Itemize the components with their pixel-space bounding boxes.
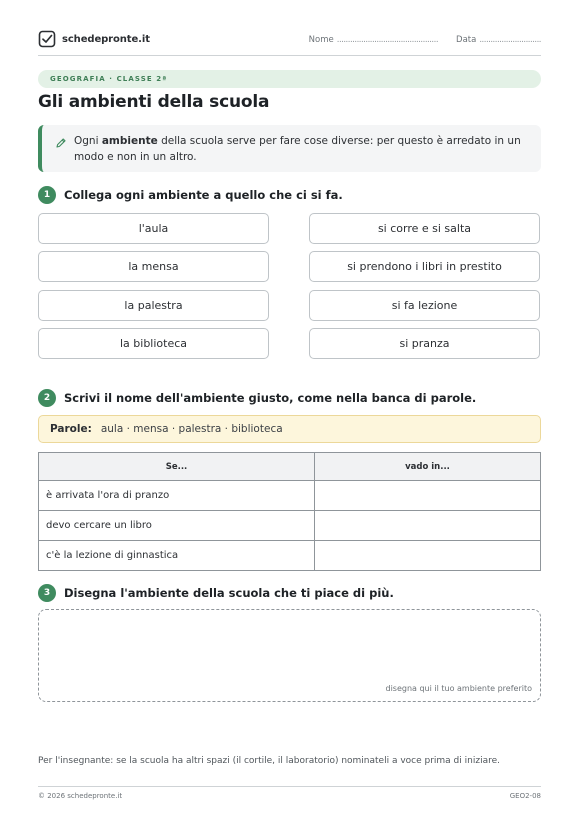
worksheet-code: GEO2-08: [509, 792, 541, 800]
question-2-header: [38, 389, 476, 407]
table-header-row: [39, 453, 541, 481]
name-field[interactable]: [309, 35, 438, 45]
question-1-number: 1: [38, 186, 56, 204]
condition-cell: c'è la lezione di ginnastica: [39, 541, 315, 571]
answer-table: [38, 452, 541, 571]
student-fields: [309, 35, 541, 45]
subject-tag-label: GEOGRAFIA · CLASSE 2ª: [50, 75, 168, 83]
word-bank-words: aula · mensa · palestra · biblioteca: [100, 423, 283, 435]
question-3-header: [38, 584, 394, 602]
question-3-text: Disegna l'ambiente della scuola che ti piace di più.: [64, 586, 394, 600]
name-dots: ..............................................: [336, 35, 439, 45]
match-right-item[interactable]: si fa lezione: [309, 290, 540, 321]
match-right-item[interactable]: si pranza: [309, 328, 540, 359]
table-row: [39, 511, 541, 541]
date-field[interactable]: [456, 35, 541, 45]
word-bank: [38, 415, 541, 443]
condition-cell: devo cercare un libro: [39, 511, 315, 541]
table-row: [39, 481, 541, 511]
date-label: Data: [456, 35, 477, 45]
question-2-number: 2: [38, 389, 56, 407]
pencil-icon: [55, 137, 67, 149]
note-after: della scuola serve per fare cose diverse: per questo è arredato in un modo e non in un altro.: [74, 135, 521, 163]
subject-tag: [38, 70, 541, 88]
answer-cell[interactable]: [315, 511, 541, 541]
match-left-item[interactable]: l'aula: [38, 213, 269, 244]
question-2-text: Scrivi il nome dell'ambiente giusto, come nella banca di parole.: [64, 391, 477, 405]
column-header-condition: Se...: [39, 453, 315, 481]
check-box-icon: [38, 30, 56, 48]
question-1-header: [38, 186, 343, 204]
column-header-answer: vado in...: [315, 453, 541, 481]
condition-cell: è arrivata l'ora di pranzo: [39, 481, 315, 511]
question-3-number: 3: [38, 584, 56, 602]
brand-logo: [38, 30, 150, 48]
intro-note: [38, 125, 541, 172]
page-footer: [38, 786, 541, 800]
page-title: Gli ambienti della scuola: [38, 92, 270, 112]
name-label: Nome: [308, 35, 334, 45]
match-right-item[interactable]: si corre e si salta: [309, 213, 540, 244]
match-left-item[interactable]: la palestra: [38, 290, 269, 321]
match-left-item[interactable]: la mensa: [38, 251, 269, 282]
intro-note-text: [74, 133, 527, 165]
word-bank-label: Parole:: [50, 423, 92, 435]
page-header: [38, 30, 541, 56]
match-left-item[interactable]: la biblioteca: [38, 328, 269, 359]
brand-name: schedepronte.it: [62, 33, 150, 45]
teacher-note: Per l'insegnante: se la scuola ha altri spazi (il cortile, il laboratorio) nominateli a voce prima di iniziare.: [38, 756, 500, 766]
drawing-hint: disegna qui il tuo ambiente preferito: [385, 684, 532, 693]
date-dots: ............................: [479, 35, 541, 45]
copyright: © 2026 schedepronte.it: [38, 792, 123, 800]
question-1-text: Collega ogni ambiente a quello che ci si fa.: [64, 188, 343, 202]
note-keyword: ambiente: [101, 135, 158, 147]
answer-cell[interactable]: [315, 481, 541, 511]
drawing-area[interactable]: [38, 609, 541, 702]
answer-cell[interactable]: [315, 541, 541, 571]
match-right-item[interactable]: si prendono i libri in prestito: [309, 251, 540, 282]
note-before: Ogni: [74, 135, 102, 147]
table-row: [39, 541, 541, 571]
